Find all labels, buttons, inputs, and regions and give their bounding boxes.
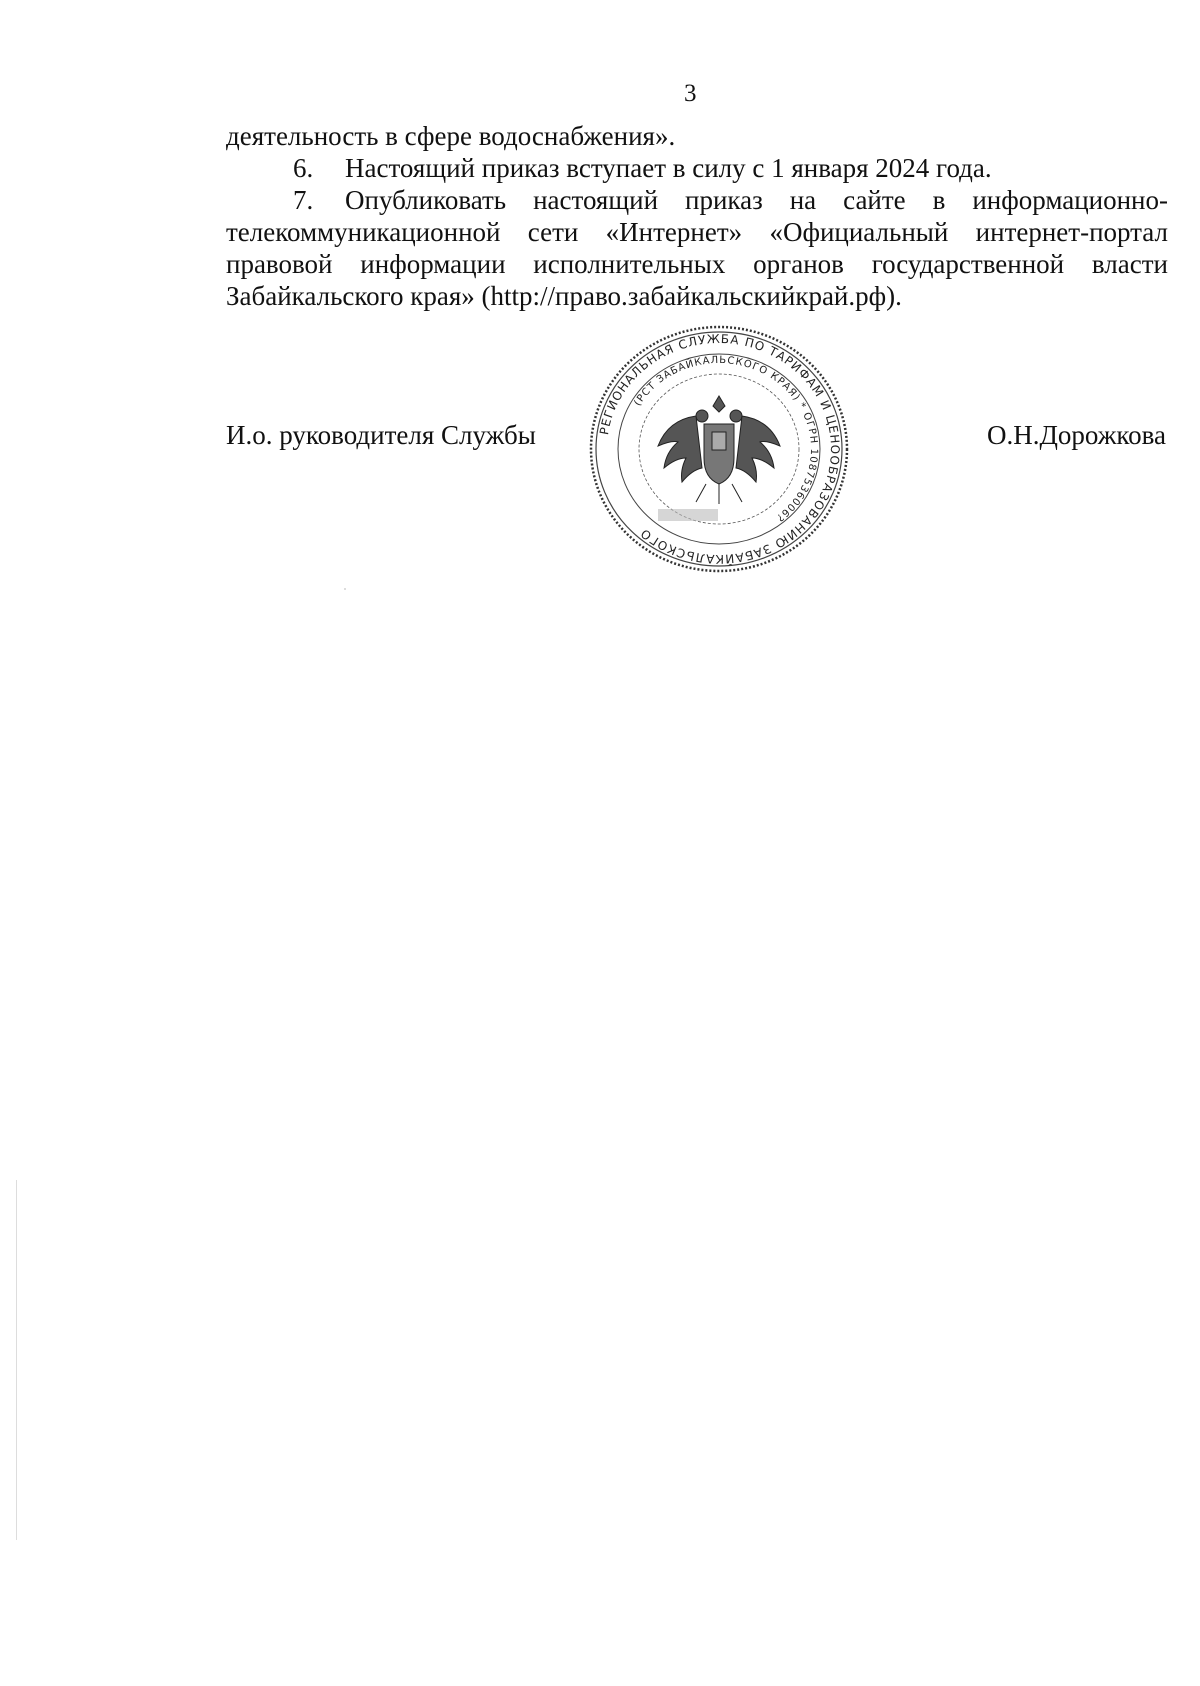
text-line: правовой информации исполнительных органов государственной власти: [226, 249, 1168, 279]
signatory-position: И.о. руководителя Службы: [226, 420, 536, 450]
seal-inner-text: (РСТ ЗАБАЙКАЛЬСКОГО КРАЯ) * ОГРН 1087536006?: [632, 354, 820, 524]
signatory-name: О.Н.Дорожкова: [986, 420, 1166, 450]
official-seal: [588, 324, 850, 574]
text-line: деятельность в сфере водоснабжения».: [226, 121, 676, 151]
scan-artifact: [344, 588, 346, 590]
item-text: Настоящий приказ вступает в силу с 1 января 2024 года.: [345, 153, 992, 183]
list-item-6: [226, 152, 1168, 184]
document-body: [226, 120, 1168, 312]
item-number: 6.: [293, 153, 314, 183]
seal-outer-text: РЕГИОНАЛЬНАЯ СЛУЖБА ПО ТАРИФАМ И ЦЕНООБРАЗОВАНИЮ ЗАБАЙКАЛЬСКОГО: [597, 331, 843, 567]
item-number: 7.: [293, 185, 314, 215]
text-line: телекоммуникационной сети «Интернет» «Официальный интернет-портал: [226, 217, 1168, 247]
item-text: Опубликовать настоящий приказ на сайте в информационно-: [345, 185, 1168, 215]
coat-of-arms-emblem: [658, 396, 780, 504]
page-number: 3: [684, 80, 697, 107]
text-line: Забайкальского края» (http://право.забайкальскийкрай.рф).: [226, 281, 902, 311]
list-item-7: [226, 184, 1168, 216]
scan-artifact: [16, 1180, 17, 1540]
